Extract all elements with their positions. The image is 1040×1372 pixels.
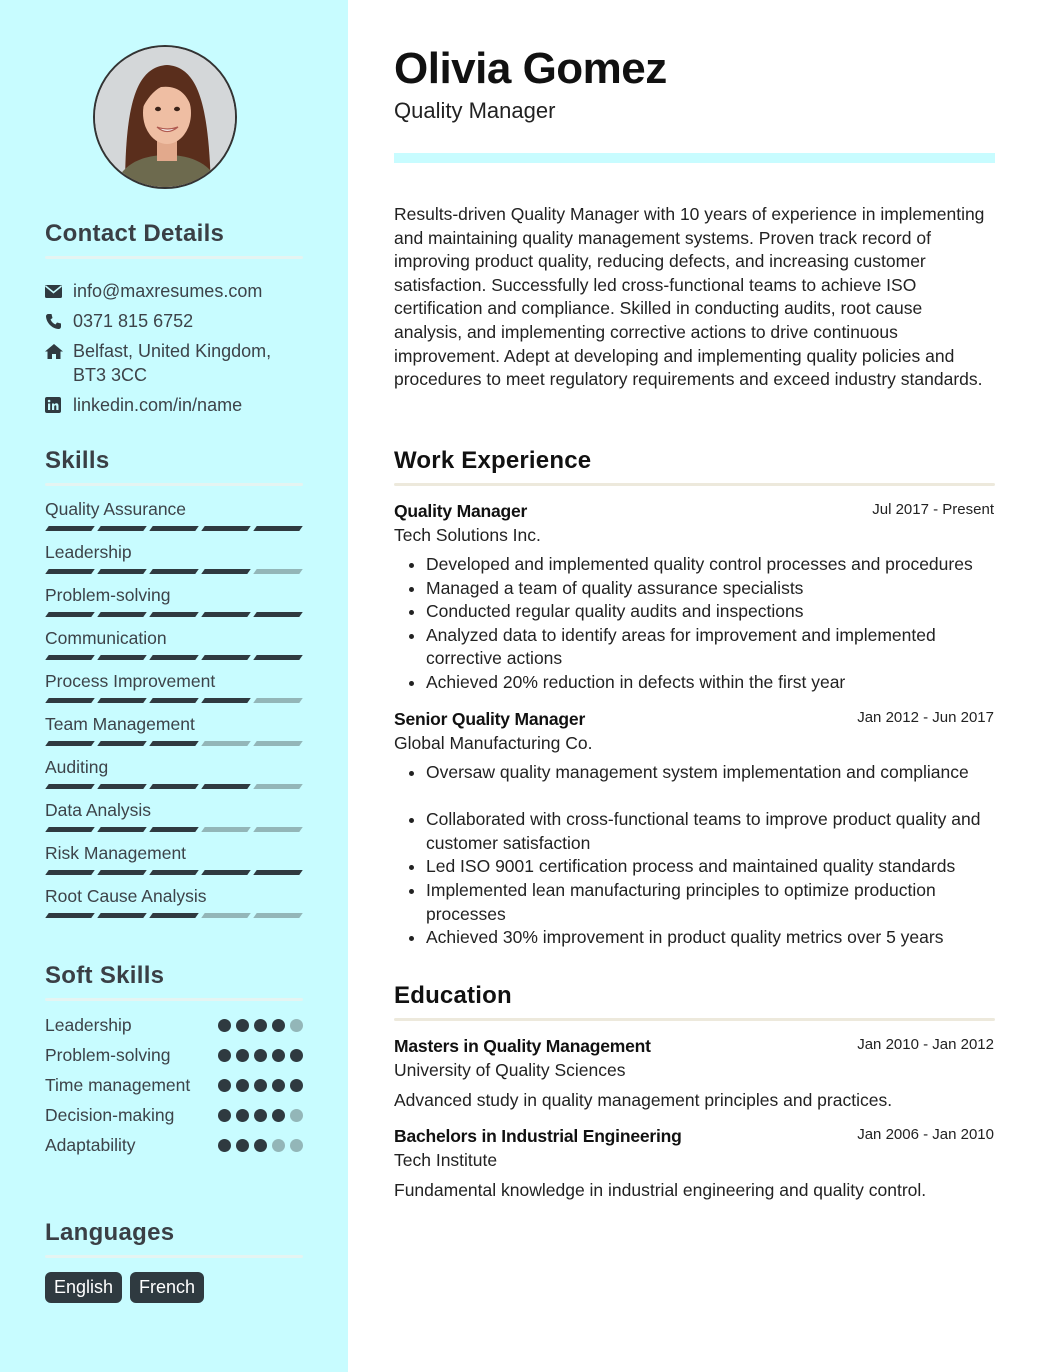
job-title: Senior Quality Manager	[394, 708, 586, 729]
skill-level-segment	[45, 741, 95, 746]
job-dates: Jan 2012 - Jun 2017	[857, 708, 994, 726]
skill-level-segment	[149, 913, 199, 918]
skill-level-segment	[201, 913, 251, 918]
rating-dot	[218, 1049, 231, 1062]
experience-divider	[394, 483, 995, 486]
job-entry	[394, 707, 994, 950]
skill-level-segment	[149, 827, 199, 832]
skill-level-segment	[149, 569, 199, 574]
skill-level-segment	[149, 655, 199, 660]
skill-level-segment	[97, 612, 147, 617]
education-description: Advanced study in quality management principles and practices.	[394, 1090, 893, 1110]
skill-level-segment	[97, 741, 147, 746]
skill-name: Process Improvement	[45, 671, 216, 691]
skill-level-bar	[47, 870, 301, 875]
accent-bar	[394, 153, 995, 163]
skill-level-segment	[45, 655, 95, 660]
soft-skills-section	[45, 962, 303, 1163]
skill-level-segment	[201, 827, 251, 832]
job-bullet: • Conducted regular quality audits and inspections	[426, 600, 994, 624]
education-heading: Education	[394, 982, 512, 1009]
rating-dot	[272, 1019, 285, 1032]
candidate-name: Olivia Gomez	[394, 44, 667, 93]
skill-level-bar	[47, 827, 301, 832]
rating-dot	[218, 1079, 231, 1092]
soft-skill-rating	[218, 1133, 303, 1152]
contact-heading: Contact Details	[45, 220, 225, 247]
skill-level-segment	[97, 569, 147, 574]
languages-heading: Languages	[45, 1219, 175, 1246]
skill-level-segment	[97, 827, 147, 832]
contact-divider	[45, 256, 303, 259]
skills-divider	[45, 483, 303, 486]
skill-level-segment	[97, 698, 147, 703]
education-entry	[394, 1034, 994, 1112]
skill-level-segment	[149, 698, 199, 703]
rating-dot	[290, 1019, 303, 1032]
skill-level-segment	[253, 526, 303, 531]
skills-section	[45, 447, 303, 926]
skill-item	[45, 711, 303, 754]
skill-level-segment	[149, 612, 199, 617]
soft-skill-item	[45, 1013, 303, 1037]
soft-skill-name: Problem-solving	[45, 1045, 171, 1065]
soft-skill-item	[45, 1073, 303, 1097]
skill-level-segment	[149, 870, 199, 875]
skill-level-segment	[45, 698, 95, 703]
rating-dot	[218, 1019, 231, 1032]
skill-level-segment	[45, 784, 95, 789]
skill-item	[45, 625, 303, 668]
degree-title: Bachelors in Industrial Engineering	[394, 1126, 682, 1146]
job-entry	[394, 499, 994, 695]
skill-level-segment	[45, 913, 95, 918]
skill-name: Risk Management	[45, 843, 187, 863]
rating-dot	[272, 1079, 285, 1092]
contact-linkedin[interactable]	[45, 393, 303, 417]
soft-skill-name: Decision-making	[45, 1105, 175, 1125]
job-bullet: • Achieved 30% improvement in product quality metrics over 5 years	[426, 926, 994, 950]
skill-level-segment	[201, 870, 251, 875]
summary-text: Results-driven Quality Manager with 10 years of experience in implementing and maintaining quality management systems. Proven track record of improving product quality, reducing defects, and increasing customer satisfaction. Successfully led cross-functional teams to achieve ISO certification and compliance. Skilled in conducting audits, root cause analysis, and implementing corrective actions to drive continuous improvement. Adept at developing and implementing quality policies and procedures to meet regulatory requirements and exceed industry standards.	[394, 204, 985, 390]
job-bullets	[394, 553, 994, 695]
rating-dot	[272, 1109, 285, 1122]
skill-level-segment	[201, 655, 251, 660]
skill-name: Quality Assurance	[45, 499, 187, 519]
skill-level-bar	[47, 741, 301, 746]
education-entry	[394, 1124, 994, 1202]
skill-level-segment	[201, 698, 251, 703]
contact-email-text: info@maxresumes.com	[73, 281, 263, 301]
soft-skill-rating	[218, 1073, 303, 1092]
contact-list	[45, 279, 303, 417]
job-bullets	[394, 761, 994, 950]
soft-skills-divider	[45, 998, 303, 1001]
rating-dot	[254, 1139, 267, 1152]
skill-level-bar	[47, 698, 301, 703]
soft-skill-item	[45, 1043, 303, 1067]
profile-photo	[95, 47, 237, 189]
skill-name: Communication	[45, 628, 167, 648]
skill-level-segment	[45, 612, 95, 617]
skill-level-segment	[201, 569, 251, 574]
skill-level-segment	[45, 569, 95, 574]
rating-dot	[272, 1049, 285, 1062]
skill-name: Problem-solving	[45, 585, 171, 605]
soft-skill-name: Time management	[45, 1075, 191, 1095]
job-title: Quality Manager	[394, 501, 528, 521]
skill-level-segment	[97, 655, 147, 660]
education-description: Fundamental knowledge in industrial engineering and quality control.	[394, 1180, 927, 1200]
skill-name: Data Analysis	[45, 800, 152, 820]
skill-level-segment	[253, 741, 303, 746]
language-tag: French	[130, 1272, 204, 1303]
degree-title: Masters in Quality Management	[394, 1036, 651, 1056]
skill-level-segment	[97, 784, 147, 789]
skill-level-segment	[149, 741, 199, 746]
rating-dot	[236, 1019, 249, 1032]
contact-address-text: Belfast, United Kingdom, BT3 3CC	[73, 341, 272, 385]
education-section	[394, 982, 995, 1202]
rating-dot	[236, 1049, 249, 1062]
soft-skills-list	[45, 1013, 303, 1157]
education-divider	[394, 1018, 995, 1021]
skill-level-segment	[97, 913, 147, 918]
skill-level-segment	[253, 569, 303, 574]
education-dates: Jan 2010 - Jan 2012	[857, 1036, 994, 1053]
soft-skill-name: Adaptability	[45, 1135, 136, 1155]
avatar	[93, 45, 237, 189]
skill-level-segment	[45, 526, 95, 531]
skill-level-segment	[253, 612, 303, 617]
job-bullet: • Managed a team of quality assurance specialists	[426, 577, 994, 601]
rating-dot	[254, 1019, 267, 1032]
skill-item	[45, 840, 303, 883]
skill-item	[45, 668, 303, 711]
rating-dot	[290, 1139, 303, 1152]
language-tag: English	[45, 1272, 122, 1303]
job-company: Tech Solutions Inc.	[394, 525, 541, 545]
job-bullet: • Achieved 20% reduction in defects within the first year	[426, 671, 994, 695]
contact-address	[45, 339, 303, 387]
rating-dot	[254, 1049, 267, 1062]
rating-dot	[272, 1139, 285, 1152]
job-bullet: • Collaborated with cross-functional teams to improve product quality and customer satisfaction	[426, 808, 994, 855]
skill-name: Auditing	[45, 757, 109, 777]
contact-phone-text: 0371 815 6752	[73, 311, 194, 331]
rating-dot	[254, 1079, 267, 1092]
soft-skill-rating	[218, 1013, 303, 1032]
home-icon	[45, 339, 73, 363]
skill-level-segment	[253, 698, 303, 703]
linkedin-icon	[45, 393, 73, 417]
skill-name: Team Management	[45, 714, 195, 734]
rating-dot	[236, 1109, 249, 1122]
skill-item	[45, 797, 303, 840]
envelope-icon	[45, 279, 73, 303]
contact-section	[45, 220, 303, 423]
skill-level-segment	[253, 870, 303, 875]
skill-level-segment	[253, 827, 303, 832]
skill-level-bar	[47, 784, 301, 789]
rating-dot	[290, 1079, 303, 1092]
rating-dot	[236, 1079, 249, 1092]
skill-level-segment	[97, 526, 147, 531]
contact-linkedin-text: linkedin.com/in/name	[73, 395, 243, 415]
languages-section	[45, 1219, 303, 1303]
skill-level-bar	[47, 655, 301, 660]
skill-level-segment	[45, 870, 95, 875]
skill-level-segment	[45, 827, 95, 832]
experience-heading: Work Experience	[394, 447, 592, 474]
job-company: Global Manufacturing Co.	[394, 732, 593, 753]
school-name: Tech Institute	[394, 1150, 498, 1170]
skill-level-segment	[253, 655, 303, 660]
skill-level-bar	[47, 612, 301, 617]
skill-level-segment	[201, 612, 251, 617]
contact-phone[interactable]	[45, 309, 303, 333]
skill-level-segment	[253, 913, 303, 918]
rating-dot	[218, 1109, 231, 1122]
skill-level-segment	[201, 784, 251, 789]
skills-heading: Skills	[45, 447, 110, 474]
skill-item	[45, 496, 303, 539]
experience-section	[394, 447, 995, 950]
sidebar	[0, 0, 348, 1372]
soft-skill-name: Leadership	[45, 1015, 132, 1035]
languages-divider	[45, 1255, 303, 1258]
skill-level-bar	[47, 569, 301, 574]
skill-item	[45, 883, 303, 926]
job-bullet: • Developed and implemented quality control processes and procedures	[426, 553, 994, 577]
skill-item	[45, 539, 303, 582]
skill-level-segment	[149, 526, 199, 531]
rating-dot	[218, 1139, 231, 1152]
skill-item	[45, 754, 303, 797]
skill-name: Leadership	[45, 542, 132, 562]
education-dates: Jan 2006 - Jan 2010	[857, 1126, 994, 1143]
rating-dot	[236, 1139, 249, 1152]
soft-skill-rating	[218, 1103, 303, 1122]
job-bullet: • Analyzed data to identify areas for improvement and implemented corrective actions	[426, 624, 994, 671]
skill-name: Root Cause Analysis	[45, 886, 207, 906]
skill-item	[45, 582, 303, 625]
skill-level-segment	[149, 784, 199, 789]
skills-list	[45, 496, 303, 926]
school-name: University of Quality Sciences	[394, 1060, 626, 1080]
job-bullet: • Implemented lean manufacturing principles to optimize production processes	[426, 879, 994, 926]
soft-skill-item	[45, 1103, 303, 1127]
job-bullet: • Led ISO 9001 certification process and maintained quality standards	[426, 855, 994, 879]
job-bullet: • Oversaw quality management system implementation and compliance	[426, 761, 994, 785]
skill-level-bar	[47, 913, 301, 918]
rating-dot	[254, 1109, 267, 1122]
rating-dot	[290, 1049, 303, 1062]
soft-skill-rating	[218, 1043, 303, 1062]
soft-skills-heading: Soft Skills	[45, 962, 165, 989]
job-dates: Jul 2017 - Present	[872, 501, 994, 518]
skill-level-bar	[47, 526, 301, 531]
skill-level-segment	[201, 526, 251, 531]
skill-level-segment	[201, 741, 251, 746]
soft-skill-item	[45, 1133, 303, 1157]
skill-level-segment	[97, 870, 147, 875]
contact-email[interactable]	[45, 279, 303, 303]
phone-icon	[45, 309, 73, 333]
language-tags	[45, 1272, 303, 1303]
rating-dot	[290, 1109, 303, 1122]
skill-level-segment	[253, 784, 303, 789]
candidate-title: Quality Manager	[394, 98, 556, 123]
